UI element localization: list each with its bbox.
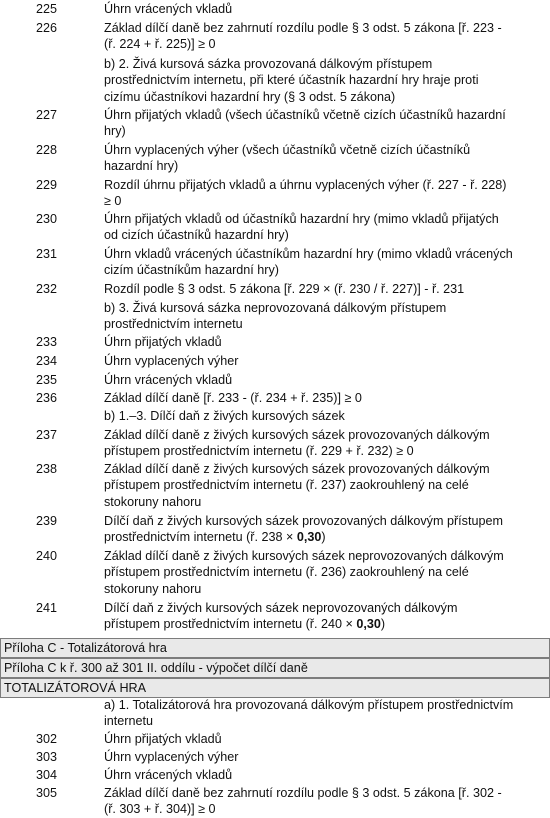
row-text: Úhrn vrácených vkladů — [104, 373, 233, 387]
row-text: Úhrn přijatých vkladů od účastníků hazardní hry (mimo vkladů přijatých od cizích účastníků hazardní hry) — [104, 212, 499, 243]
row-number: 229 — [36, 178, 58, 192]
row-number: 231 — [36, 247, 58, 261]
appendix-title: Příloha C - Totalizátorová hra — [4, 641, 167, 655]
row-number: 225 — [36, 2, 58, 16]
tax-rate: 0,30 — [296, 530, 322, 545]
row-text: Úhrn vyplacených výher (všech účastníků včetně cizích účastníků hazardní hry) — [104, 143, 471, 174]
row-number: 227 — [36, 108, 58, 122]
row-text: Rozdíl podle § 3 odst. 5 zákona [ř. 229 × (ř. 230 / ř. 227)] - ř. 231 — [104, 282, 465, 296]
row-number: 235 — [36, 373, 58, 387]
row-text: Úhrn přijatých vkladů (všech účastníků včetně cizích účastníků hazardní hry) — [104, 108, 506, 139]
row-text: Úhrn vyplacených výher — [104, 750, 239, 764]
row-text: Základ dílčí daně bez zahrnutí rozdílu podle § 3 odst. 5 zákona [ř. 302 - (ř. 303 + ř. 304)] ≥ 0 — [104, 786, 502, 817]
row-text: Úhrn přijatých vkladů — [104, 335, 222, 349]
row-text: Základ dílčí daně bez zahrnutí rozdílu podle § 3 odst. 5 zákona [ř. 223 - (ř. 224 + ř. 225)] ≥ 0 — [104, 21, 502, 52]
row-number: 303 — [36, 750, 58, 764]
row-text: Úhrn vkladů vrácených účastníkům hazardní hry (mimo vkladů vrácených cizím účastníkům hazardní hry) — [104, 247, 513, 278]
row-text: a) 1. Totalizátorová hra provozovaná dálkovým přístupem prostřednictvím internetu — [104, 698, 514, 729]
row-number: 237 — [36, 428, 58, 442]
row-text: Rozdíl úhrnu přijatých vkladů a úhrnu vyplacených výher (ř. 227 - ř. 228) ≥ 0 — [104, 178, 507, 209]
section-title-bar — [0, 678, 550, 698]
row-text: b) 2. Živá kursová sázka provozovaná dálkovým přístupem prostřednictvím internetu, při které účastník hazardní hry hraje proti cizímu účastníkovi hazardní hry (§ 3 odst. 5 zákona) — [104, 57, 479, 104]
row-number: 302 — [36, 732, 58, 746]
row-text: Dílčí daň z živých kursových sázek neprovozovaných dálkovým přístupem prostřednictvím internetu (ř. 240 × 0,30) — [104, 601, 458, 632]
row-text: Úhrn vyplacených výher — [104, 354, 239, 368]
row-number: 241 — [36, 601, 58, 615]
row-number: 230 — [36, 212, 58, 226]
row-number: 238 — [36, 462, 58, 476]
row-text: Úhrn přijatých vkladů — [104, 732, 222, 746]
row-text: Základ dílčí daně [ř. 233 - (ř. 234 + ř. 235)] ≥ 0 — [104, 391, 362, 405]
row-text: Úhrn vrácených vkladů — [104, 2, 233, 16]
row-number: 228 — [36, 143, 58, 157]
row-number: 234 — [36, 354, 58, 368]
row-number: 233 — [36, 335, 58, 349]
row-number: 232 — [36, 282, 58, 296]
row-text: Základ dílčí daně z živých kursových sázek neprovozovaných dálkovým přístupem prostřednictvím internetu (ř. 236) zaokrouhlený na celé stokoruny nahoru — [104, 549, 504, 596]
row-text: Základ dílčí daně z živých kursových sázek provozovaných dálkovým přístupem prostřednictvím internetu (ř. 229 + ř. 232) ≥ 0 — [104, 428, 490, 459]
tax-rate: 0,30 — [356, 617, 381, 632]
row-number: 305 — [36, 786, 58, 800]
row-text: Úhrn vrácených vkladů — [104, 768, 233, 782]
section-title: TOTALIZÁTOROVÁ HRA — [4, 681, 147, 695]
row-text: Základ dílčí daně z živých kursových sázek provozovaných dálkovým přístupem prostřednictvím internetu (ř. 237) zaokrouhlený na celé stokoruny nahoru — [104, 462, 490, 509]
row-number: 239 — [36, 514, 58, 528]
row-number: 226 — [36, 21, 58, 35]
appendix-title-bar — [0, 638, 550, 658]
appendix-subtitle: Příloha C k ř. 300 až 301 II. oddílu - výpočet dílčí daně — [4, 661, 308, 675]
row-text: b) 3. Živá kursová sázka neprovozovaná dálkovým přístupem prostřednictvím internetu — [104, 301, 447, 332]
appendix-subtitle-bar — [0, 658, 550, 678]
row-text: b) 1.–3. Dílčí daň z živých kursových sázek — [104, 409, 345, 423]
row-number: 304 — [36, 768, 58, 782]
row-number: 236 — [36, 391, 58, 405]
row-text: Dílčí daň z živých kursových sázek provozovaných dálkovým přístupem prostřednictvím internetu (ř. 238 × 0,30) — [104, 514, 503, 545]
row-number: 240 — [36, 549, 58, 563]
